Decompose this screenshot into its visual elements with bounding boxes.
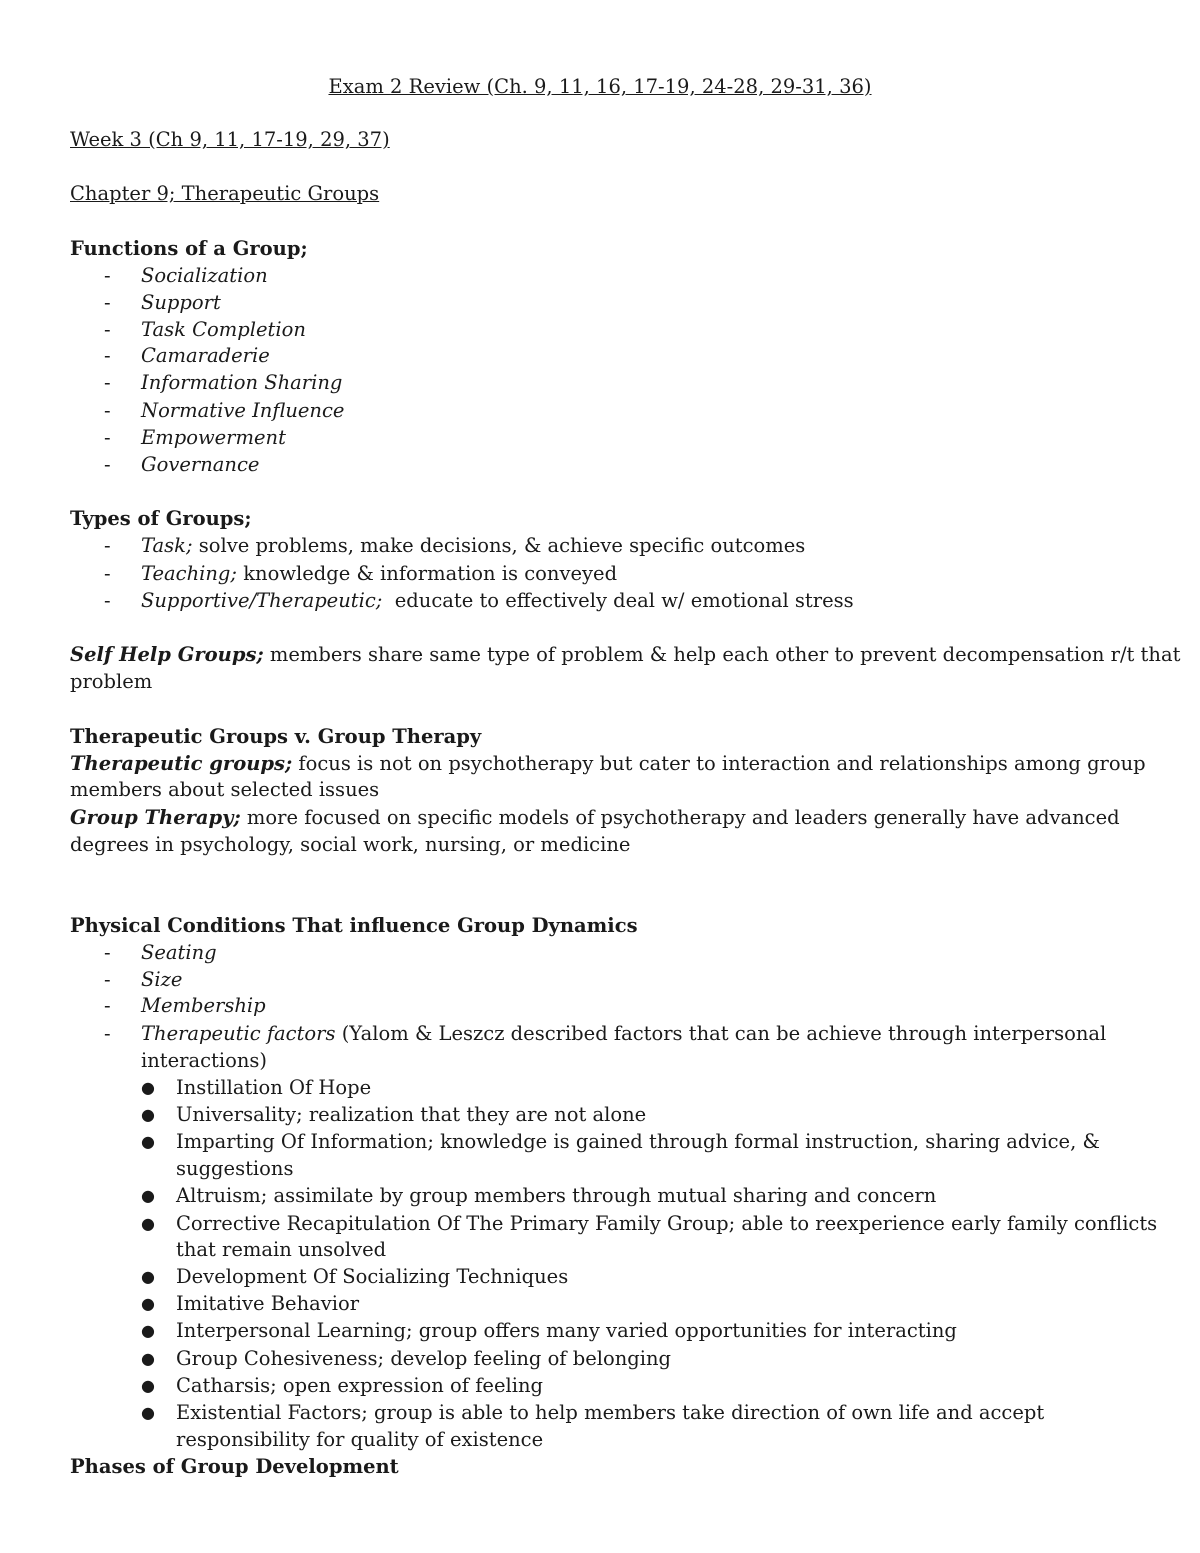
bullet-icon: ●	[141, 1349, 155, 1368]
list-item: Universality; realization that they are not alone	[176, 1103, 647, 1126]
list-dash: -	[104, 399, 111, 422]
list-dash: -	[104, 371, 111, 394]
list-item-cont: that remain unsolved	[176, 1238, 387, 1261]
list-item: Socialization	[141, 264, 268, 287]
bullet-icon: ●	[141, 1376, 155, 1395]
list-item: Support	[141, 291, 221, 314]
physical-heading: Physical Conditions That influence Group Dynamics	[70, 914, 638, 937]
gt-definition-cont: degrees in psychology, social work, nursing, or medicine	[70, 833, 631, 856]
list-item: Normative Influence	[141, 399, 345, 422]
week-heading: Week 3 (Ch 9, 11, 17-19, 29, 37)	[70, 128, 390, 151]
bullet-icon: ●	[141, 1078, 155, 1097]
list-dash: -	[104, 426, 111, 449]
list-item-cont: responsibility for quality of existence	[176, 1428, 544, 1451]
list-item: Governance	[141, 453, 260, 476]
bullet-icon: ●	[141, 1321, 155, 1340]
page-title: Exam 2 Review (Ch. 9, 11, 16, 17-19, 24-28, 29-31, 36)	[328, 75, 872, 98]
list-item: Catharsis; open expression of feeling	[176, 1374, 544, 1397]
phases-heading: Phases of Group Development	[70, 1455, 399, 1478]
bullet-icon: ●	[141, 1214, 155, 1233]
list-dash: -	[104, 291, 111, 314]
list-item-cont: interactions)	[141, 1049, 268, 1072]
bullet-icon: ●	[141, 1267, 155, 1286]
bullet-icon: ●	[141, 1403, 155, 1422]
list-dash: -	[104, 318, 111, 341]
bullet-icon: ●	[141, 1132, 155, 1151]
list-dash: -	[104, 264, 111, 287]
list-item: Corrective Recapitulation Of The Primary Family Group; able to reexperience early family conflicts	[176, 1212, 1158, 1235]
list-item: Interpersonal Learning; group offers many varied opportunities for interacting	[176, 1319, 957, 1342]
list-item: Seating	[141, 941, 217, 964]
list-item: Camaraderie	[141, 344, 270, 367]
list-dash: -	[104, 941, 111, 964]
list-dash: -	[104, 968, 111, 991]
gt-definition: Group Therapy; more focused on specific models of psychotherapy and leaders generally have advanced	[70, 806, 1120, 829]
list-dash: -	[104, 453, 111, 476]
types-heading: Types of Groups;	[70, 507, 252, 530]
list-item: Teaching; knowledge & information is conveyed	[141, 562, 618, 585]
list-item: Altruism; assimilate by group members through mutual sharing and concern	[176, 1184, 937, 1207]
list-item: Task; solve problems, make decisions, & achieve specific outcomes	[141, 534, 806, 557]
chapter-heading: Chapter 9; Therapeutic Groups	[70, 182, 380, 205]
list-item-cont: suggestions	[176, 1157, 294, 1180]
tg-vs-gt-heading: Therapeutic Groups v. Group Therapy	[70, 725, 482, 748]
list-dash: -	[104, 589, 111, 612]
self-help-paragraph-cont: problem	[70, 670, 153, 693]
list-item: Membership	[141, 994, 266, 1017]
list-dash: -	[104, 534, 111, 557]
list-item: Group Cohesiveness; develop feeling of belonging	[176, 1347, 672, 1370]
list-dash: -	[104, 344, 111, 367]
list-dash: -	[104, 994, 111, 1017]
tg-definition-cont: members about selected issues	[70, 778, 380, 801]
bullet-icon: ●	[141, 1294, 155, 1313]
list-item: Therapeutic factors (Yalom & Leszcz described factors that can be achieve through interpersonal	[141, 1022, 1107, 1045]
list-item: Information Sharing	[141, 371, 343, 394]
bullet-icon: ●	[141, 1186, 155, 1205]
list-dash: -	[104, 1022, 111, 1045]
list-dash: -	[104, 562, 111, 585]
list-item: Supportive/Therapeutic; educate to effectively deal w/ emotional stress	[141, 589, 854, 612]
list-item: Task Completion	[141, 318, 306, 341]
list-item: Imparting Of Information; knowledge is gained through formal instruction, sharing advice, &	[176, 1130, 1100, 1153]
bullet-icon: ●	[141, 1105, 155, 1124]
list-item: Development Of Socializing Techniques	[176, 1265, 569, 1288]
list-item: Size	[141, 968, 183, 991]
functions-heading: Functions of a Group;	[70, 237, 308, 260]
list-item: Imitative Behavior	[176, 1292, 360, 1315]
list-item: Existential Factors; group is able to help members take direction of own life and accept	[176, 1401, 1045, 1424]
tg-definition: Therapeutic groups; focus is not on psychotherapy but cater to interaction and relationships among group	[70, 752, 1146, 775]
list-item: Instillation Of Hope	[176, 1076, 372, 1099]
list-item: Empowerment	[141, 426, 286, 449]
self-help-paragraph: Self Help Groups; members share same type of problem & help each other to prevent decompensation r/t that	[70, 643, 1181, 666]
